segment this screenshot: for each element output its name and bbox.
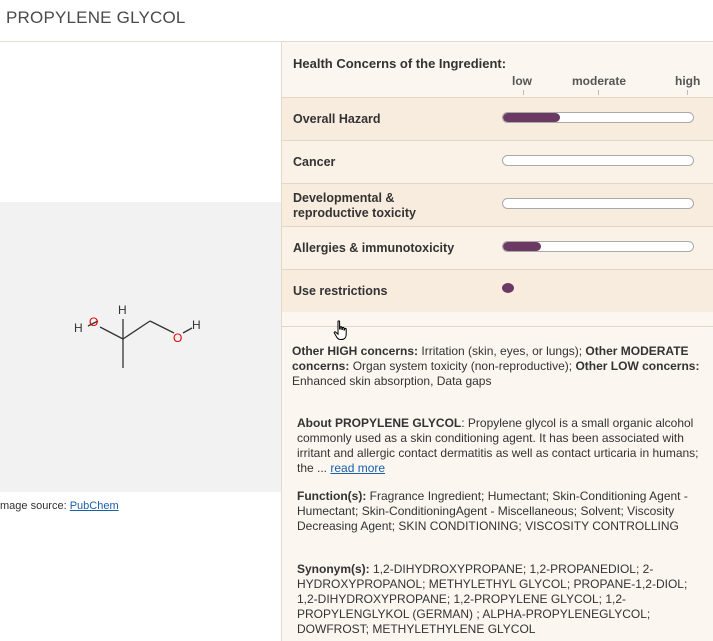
concern-label-line2: reproductive toxicity [293, 206, 416, 220]
developmental-bar [502, 198, 694, 209]
other-moderate-label: Other MODERATE concerns: [292, 344, 689, 373]
concern-label: Allergies & immunotoxicity [293, 241, 455, 255]
other-low-label: Other LOW concerns: [572, 359, 700, 373]
synonyms-text: 1,2-DIHYDROXYPROPANE; 1,2-PROPANEDIOL; 2-HYDROXYPROPANOL; METHYLETHYL GLYCOL; PROPANE-1,2-DIOL; 1,2-DIHYDROXYPROPANE; 1,2-PROPYLENE GLYCOL; 1,2-PROPYLENGLYKOL (GERMAN) ; ALPHA-PROPYLENEGLYCOL; DOWFROST; METHYLETHYLENE GLYCOL [297, 562, 688, 636]
concern-row-overall-hazard [282, 97, 713, 140]
other-low-text: Enhanced skin absorption, Data gaps [292, 374, 492, 388]
atom-o1: O [89, 315, 99, 329]
read-more-link[interactable]: read more [330, 461, 386, 475]
functions-label: Function(s): [297, 489, 367, 503]
bond-c2-o [150, 321, 174, 333]
molecule-structure [0, 202, 281, 492]
pubchem-link[interactable]: PubChem [69, 500, 119, 512]
cancer-bar [502, 155, 694, 166]
atom-h3: H [192, 318, 201, 332]
bond-o-c1 [100, 327, 123, 339]
other-high-label: Other HIGH concerns: [292, 344, 419, 358]
left-panel [0, 42, 281, 641]
hazard-bar [502, 112, 694, 123]
atom-h1: H [74, 321, 83, 335]
bond-c1-c2 [123, 321, 150, 339]
synonyms-label: Synonym(s): [297, 562, 370, 576]
concern-label: Overall Hazard [293, 112, 381, 126]
about-text: : Propylene glycol is a small organic alcohol commonly used as a skin conditioning agent. It has been associated with irritant and allergic contact dermatitis as well as contact urticaria in humans; the ... [297, 416, 699, 475]
concern-rows [282, 97, 713, 312]
synonyms-section [297, 562, 702, 637]
other-moderate-text: Organ system toxicity (non-reproductive); [349, 359, 573, 373]
other-high-text: Irritation (skin, eyes, or lungs); [418, 344, 583, 358]
image-source [0, 500, 119, 512]
scale-tick-moderate [598, 90, 599, 95]
hand-cursor-icon [333, 320, 349, 342]
scale-low-label: low [512, 74, 532, 88]
page-title: PROPYLENE GLYCOL [6, 8, 186, 27]
molecule-diagram [0, 202, 281, 492]
concern-row-cancer [282, 140, 713, 183]
about-section [297, 416, 702, 476]
concern-label: Use restrictions [293, 284, 388, 298]
other-concerns [292, 344, 712, 389]
header [0, 0, 713, 42]
functions-text: Fragrance Ingredient; Humectant; Skin-Conditioning Agent - Humectant; Skin-ConditioningAgent - Miscellaneous; Solvent; Viscosity Decreasing Agent; SKIN CONDITIONING; VISCOSITY CONTROLLING [297, 489, 688, 533]
atom-h2: H [118, 303, 127, 317]
concern-label: Cancer [293, 155, 336, 169]
concern-label [293, 191, 416, 221]
allergies-bar [502, 241, 694, 252]
scale-tick-low [523, 90, 524, 95]
hazard-bar-fill [503, 113, 560, 122]
concern-row-allergies [282, 226, 713, 269]
allergies-bar-fill [503, 242, 541, 251]
image-source-label: mage source: [0, 500, 70, 512]
scale-tick-high [687, 90, 688, 95]
concern-label-line1: Developmental & [293, 191, 395, 205]
bond-o-h [183, 328, 192, 333]
concern-row-developmental [282, 183, 713, 226]
use-restrictions-dot [502, 283, 514, 293]
functions-section [297, 489, 702, 534]
scale-moderate-label: moderate [572, 74, 627, 88]
atom-o2: O [173, 331, 183, 345]
concern-row-use-restrictions [282, 269, 713, 312]
about-label: About PROPYLENE GLYCOL [297, 416, 462, 430]
scale-high-label: high [675, 74, 701, 88]
concerns-title: Health Concerns of the Ingredient: [293, 56, 507, 71]
